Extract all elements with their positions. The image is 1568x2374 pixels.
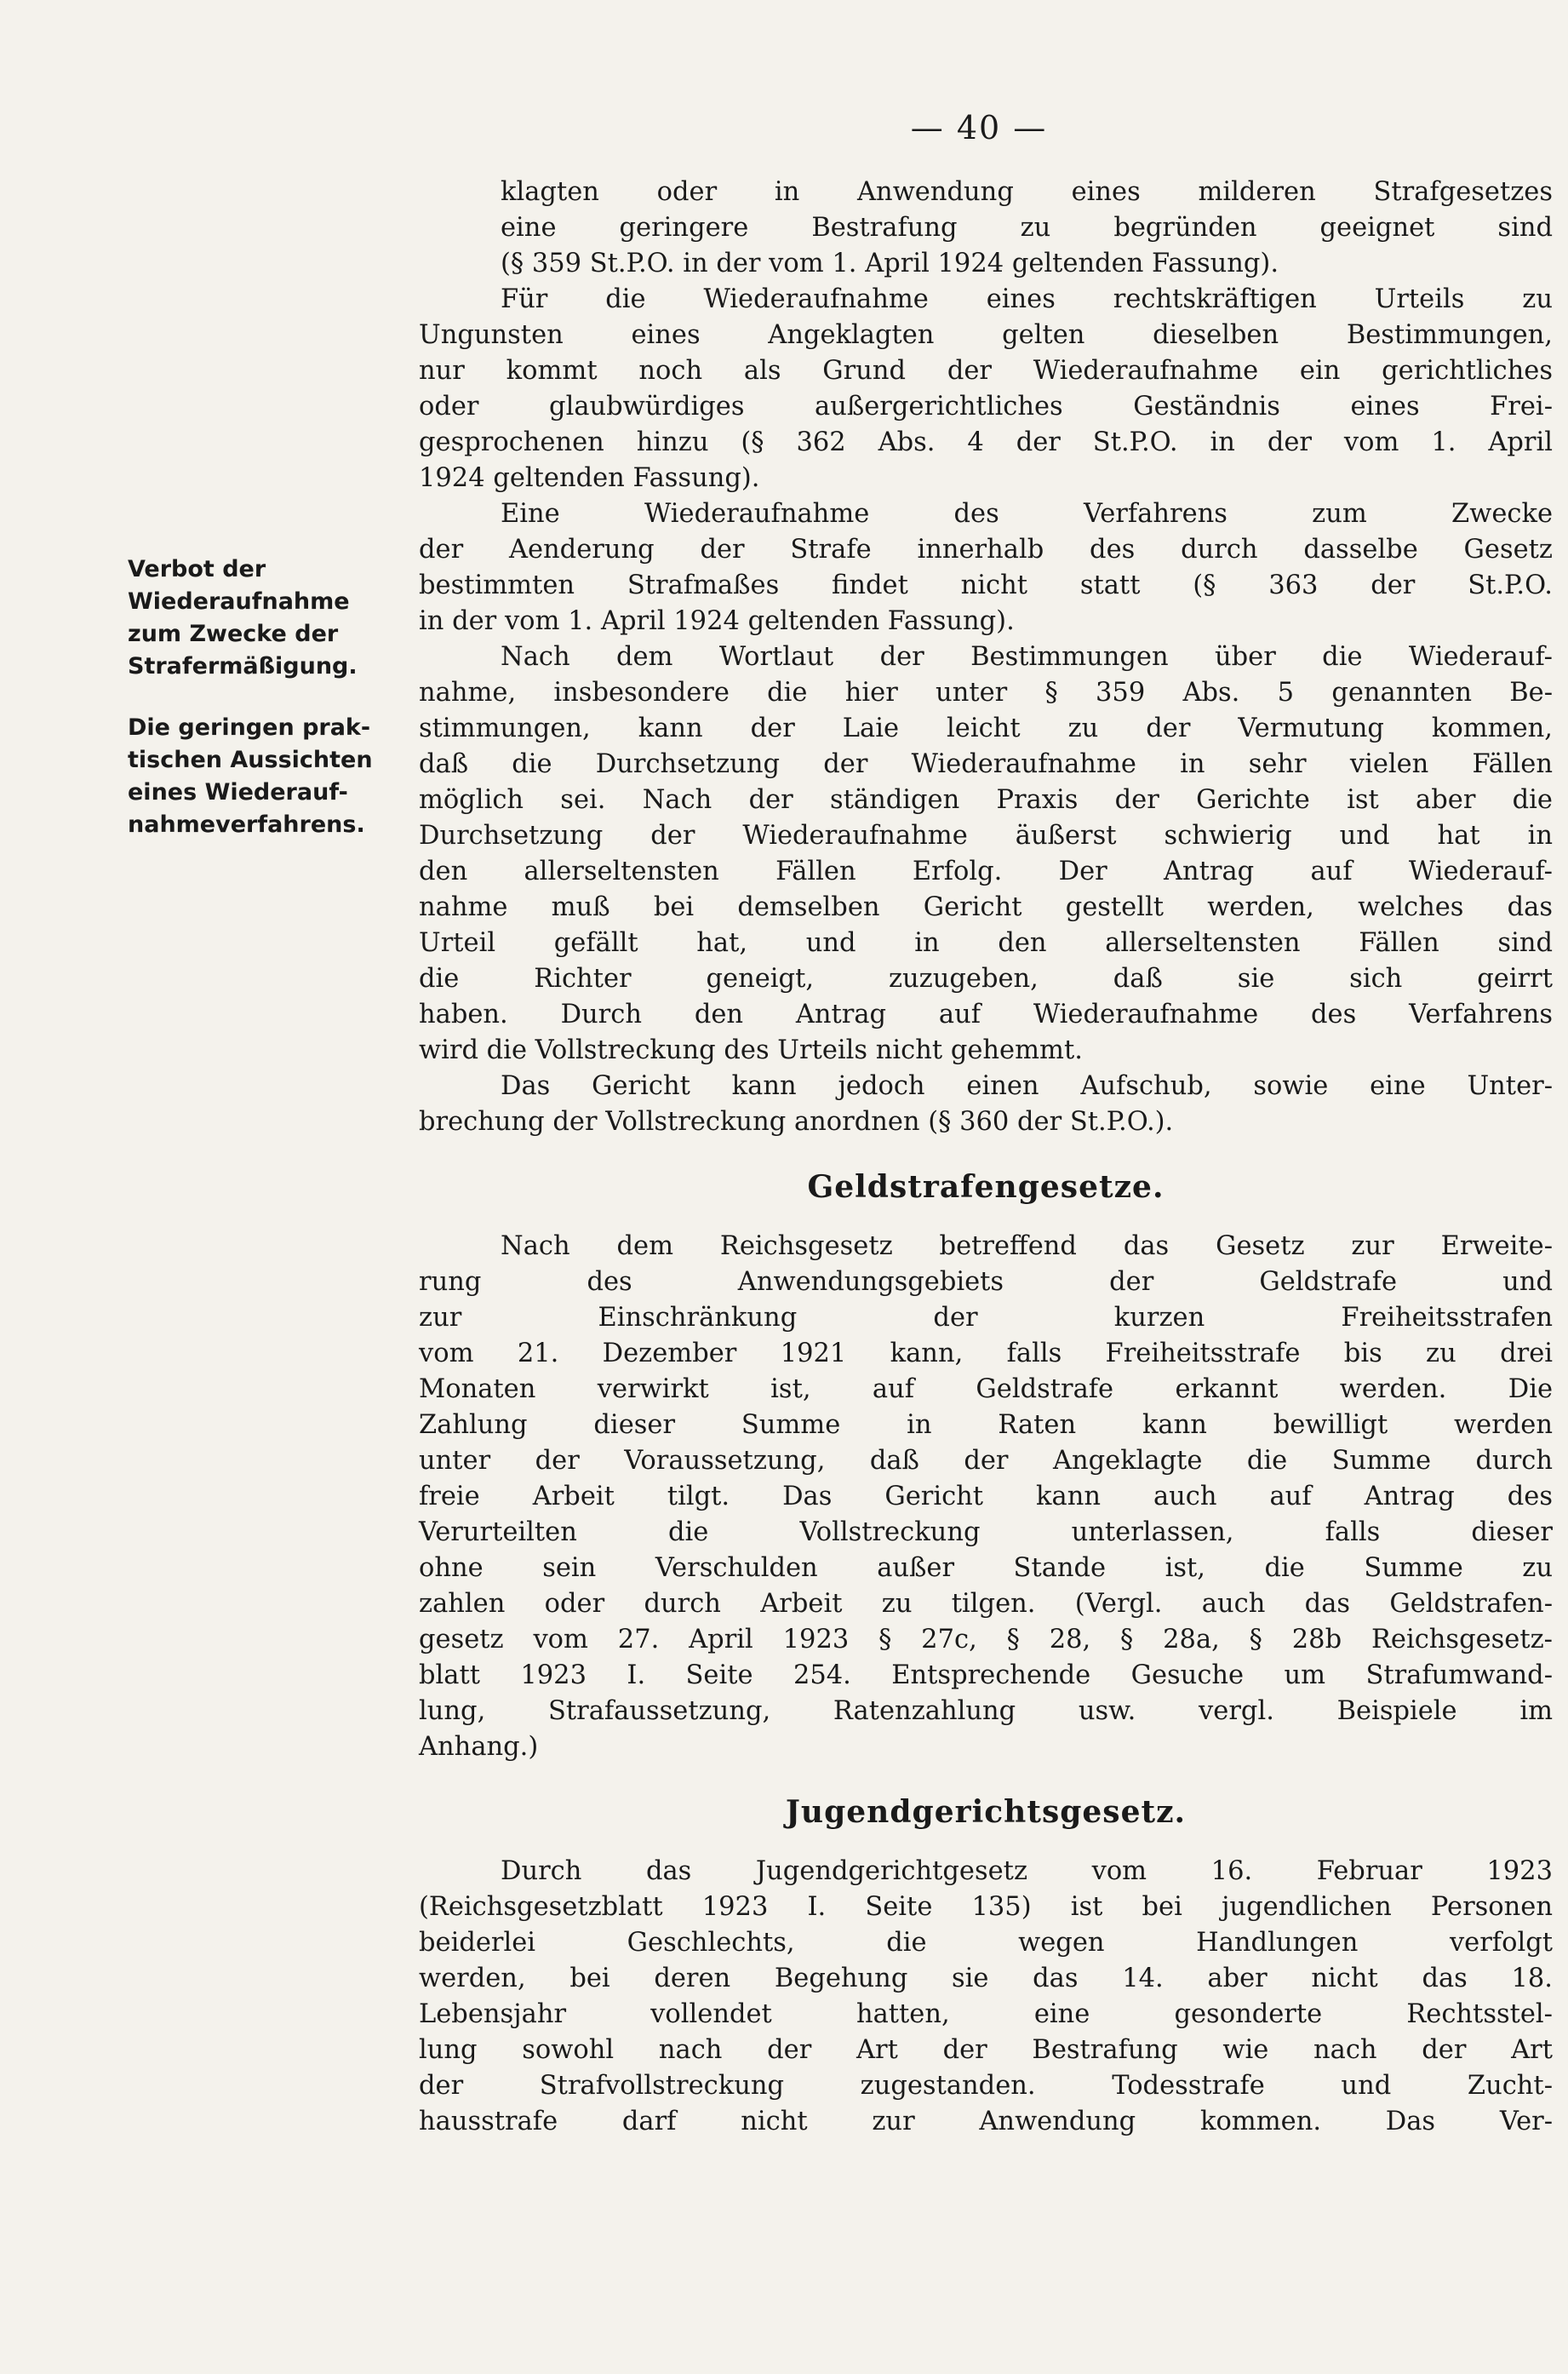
text-line: in der vom 1. April 1924 geltenden Fassung). — [419, 606, 1015, 636]
text-line: Für die Wiederaufnahme eines rechtskräftigen Urteils zu — [501, 284, 1553, 314]
text-line: hausstrafe darf nicht zur Anwendung kommen. Das Ver- — [419, 2107, 1553, 2136]
text-line: Nach dem Wortlaut der Bestimmungen über die Wiederauf- — [501, 642, 1553, 672]
text-line: lung sowohl nach der Art der Bestrafung wie nach der Art — [419, 2035, 1553, 2065]
text-line: Zahlung dieser Summe in Raten kann bewilligt werden — [419, 1410, 1553, 1440]
text-line: der Strafvollstreckung zugestanden. Todesstrafe und Zucht- — [419, 2071, 1553, 2101]
text-line: die Richter geneigt, zuzugeben, daß sie sich geirrt — [419, 964, 1553, 994]
margin-note-line: Die geringen prak- — [128, 714, 371, 741]
body-text — [419, 175, 1553, 2140]
paragraph-geldstrafe — [419, 1229, 1553, 1765]
text-line: beiderlei Geschlechts, die wegen Handlungen verfolgt — [419, 1928, 1553, 1958]
section-heading-jugendgerichtsgesetz: Jugendgerichtsgesetz. — [785, 1794, 1187, 1830]
text-line: lung, Strafaussetzung, Ratenzahlung usw. vergl. Beispiele im — [419, 1696, 1553, 1726]
page-number: — 40 — — [910, 109, 1048, 146]
text-line: (§ 359 St.P.O. in der vom 1. April 1924 geltenden Fassung). — [501, 249, 1279, 278]
text-line: ohne sein Verschulden außer Stande ist, die Summe zu — [419, 1553, 1553, 1583]
text-line: vom 21. Dezember 1921 kann, falls Freiheitsstrafe bis zu drei — [419, 1339, 1553, 1368]
paragraph-aufschub — [419, 1069, 1553, 1140]
text-line: werden, bei deren Begehung sie das 14. aber nicht das 18. — [419, 1964, 1553, 1993]
margin-notes — [128, 553, 383, 870]
margin-note-line: eines Wiederauf- — [128, 779, 348, 806]
text-line: möglich sei. Nach der ständigen Praxis der Gerichte ist aber die — [419, 785, 1553, 815]
margin-note-line: Verbot der — [128, 556, 266, 582]
margin-note-line: tischen Aussichten — [128, 747, 373, 773]
text-line: 1924 geltenden Fassung). — [419, 463, 760, 493]
margin-note-line: nahmeverfahrens. — [128, 811, 365, 838]
intro-paragraph — [419, 175, 1553, 282]
text-line: eine geringere Bestrafung zu begründen geeignet sind — [501, 213, 1553, 243]
text-line: gesprochenen hinzu (§ 362 Abs. 4 der St.P.O. in der vom 1. April — [419, 427, 1553, 457]
text-line: wird die Vollstreckung des Urteils nicht gehemmt. — [419, 1035, 1083, 1065]
text-line: Durch das Jugendgerichtgesetz vom 16. Februar 1923 — [501, 1856, 1553, 1886]
text-line: der Aenderung der Strafe innerhalb des durch dasselbe Gesetz — [419, 535, 1553, 565]
text-line: zur Einschränkung der kurzen Freiheitsstrafen — [419, 1303, 1553, 1333]
text-line: oder glaubwürdiges außergerichtliches Geständnis eines Frei- — [419, 392, 1553, 421]
paragraph-jugendgericht — [419, 1854, 1553, 2140]
margin-note-verbot — [128, 553, 383, 683]
text-line: blatt 1923 I. Seite 254. Entsprechende Gesuche um Strafumwand- — [419, 1660, 1553, 1690]
text-line: (Reichsgesetzblatt 1923 I. Seite 135) ist bei jugendlichen Personen — [419, 1892, 1553, 1922]
paragraph-strafermaessigung — [419, 496, 1553, 639]
margin-note-line: Wiederaufnahme — [128, 588, 350, 615]
text-line: Anhang.) — [419, 1732, 539, 1762]
margin-note-aussichten — [128, 712, 383, 841]
text-line: rung des Anwendungsgebiets der Geldstrafe und — [419, 1267, 1553, 1297]
text-line: stimmungen, kann der Laie leicht zu der Vermutung kommen, — [419, 714, 1553, 743]
text-line: klagten oder in Anwendung eines milderen Strafgesetzes — [501, 177, 1553, 207]
text-line: Urteil gefällt hat, und in den allerseltensten Fällen sind — [419, 928, 1553, 958]
text-line: nahme, insbesondere die hier unter § 359 Abs. 5 genannten Be- — [419, 678, 1553, 708]
text-line: Das Gericht kann jedoch einen Aufschub, sowie eine Unter- — [501, 1071, 1553, 1101]
text-line: haben. Durch den Antrag auf Wiederaufnahme des Verfahrens — [419, 1000, 1553, 1029]
text-line: Durchsetzung der Wiederaufnahme äußerst schwierig und hat in — [419, 821, 1553, 851]
text-line: nahme muß bei demselben Gericht gestellt werden, welches das — [419, 892, 1553, 922]
text-line: freie Arbeit tilgt. Das Gericht kann auch auf Antrag des — [419, 1482, 1553, 1511]
paragraph-praxis — [419, 639, 1553, 1069]
text-line: daß die Durchsetzung der Wiederaufnahme in sehr vielen Fällen — [419, 749, 1553, 779]
text-line: nur kommt noch als Grund der Wiederaufnahme ein gerichtliches — [419, 356, 1553, 386]
text-line: gesetz vom 27. April 1923 § 27c, § 28, § 28a, § 28b Reichsgesetz- — [419, 1625, 1553, 1654]
text-line: Lebensjahr vollendet hatten, eine gesonderte Rechtsstel- — [419, 1999, 1553, 2029]
text-line: Ungunsten eines Angeklagten gelten dieselben Bestimmungen, — [419, 320, 1553, 350]
text-line: Verurteilten die Vollstreckung unterlassen, falls dieser — [419, 1517, 1553, 1547]
paragraph-wiederaufnahme-ungunsten — [419, 282, 1553, 496]
text-line: Monaten verwirkt ist, auf Geldstrafe erkannt werden. Die — [419, 1374, 1553, 1404]
text-line: Eine Wiederaufnahme des Verfahrens zum Zwecke — [501, 499, 1553, 529]
text-line: zahlen oder durch Arbeit zu tilgen. (Vergl. auch das Geldstrafen- — [419, 1589, 1553, 1619]
text-line: unter der Voraussetzung, daß der Angeklagte die Summe durch — [419, 1446, 1553, 1476]
text-line: den allerseltensten Fällen Erfolg. Der Antrag auf Wiederauf- — [419, 857, 1553, 886]
text-line: brechung der Vollstreckung anordnen (§ 360 der St.P.O.). — [419, 1107, 1174, 1137]
margin-note-line: zum Zwecke der — [128, 621, 339, 647]
text-line: bestimmten Strafmaßes findet nicht statt (§ 363 der St.P.O. — [419, 571, 1553, 600]
text-line: Nach dem Reichsgesetz betreffend das Gesetz zur Erweite- — [501, 1231, 1553, 1261]
section-heading-geldstrafengesetze: Geldstrafengesetze. — [807, 1169, 1165, 1205]
margin-note-line: Strafermäßigung. — [128, 653, 358, 680]
